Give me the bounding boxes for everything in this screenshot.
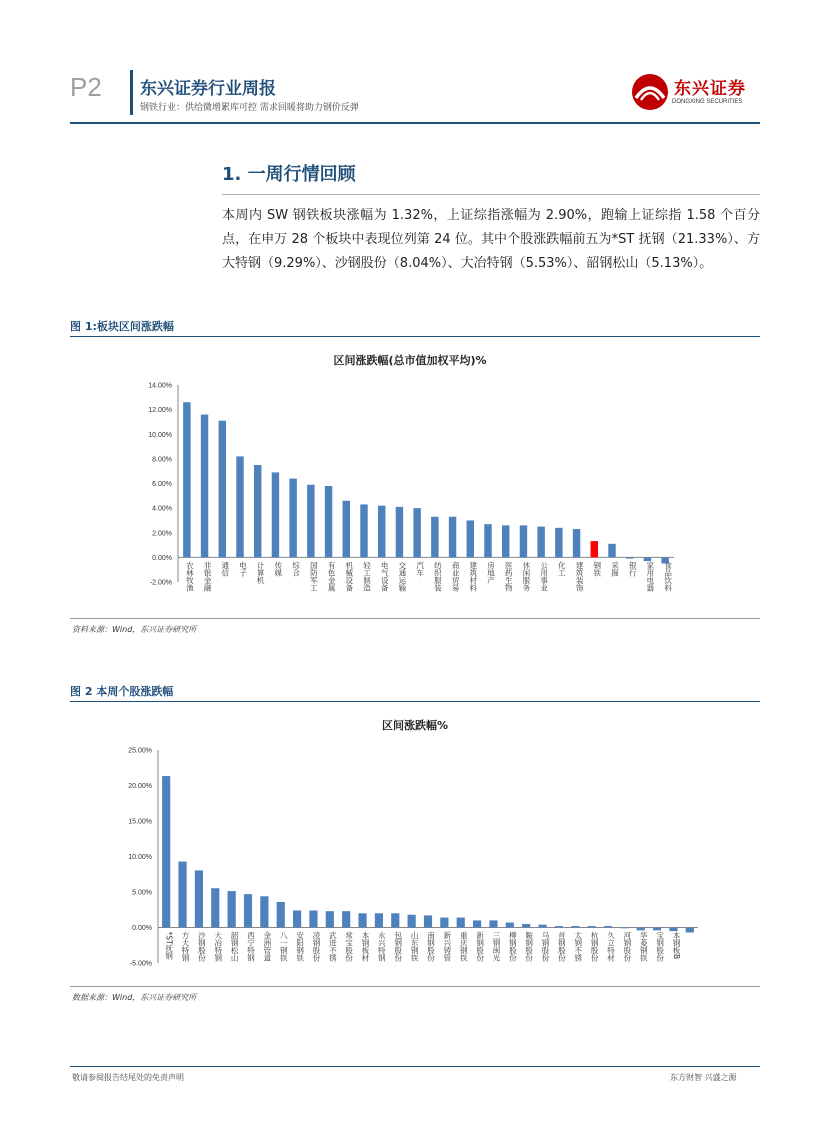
bar (236, 456, 243, 557)
bar (195, 870, 203, 927)
y-tick-label: 14.00% (148, 382, 172, 390)
category-label: 公用事业 (539, 561, 549, 592)
bar (396, 507, 403, 557)
bar (591, 541, 598, 557)
y-tick-label: 4.00% (152, 505, 172, 513)
bar (431, 517, 438, 558)
bar (228, 891, 236, 927)
bar (326, 911, 334, 927)
bar (272, 472, 279, 557)
bar (424, 915, 432, 927)
y-tick-label: -2.00% (149, 579, 172, 587)
bar (408, 915, 416, 928)
bar (653, 928, 661, 931)
category-label: *ST抚钢 (164, 931, 174, 960)
bar (538, 925, 546, 928)
y-tick-label: 2.00% (152, 530, 172, 538)
y-tick-label: 25.00% (128, 747, 152, 755)
category-label: 食品饮料 (663, 561, 673, 592)
bar (325, 486, 332, 557)
bar (573, 529, 580, 557)
y-tick-label: 15.00% (128, 818, 152, 826)
bar (489, 920, 497, 927)
bar (201, 415, 208, 558)
category-label: 马钢股份 (541, 931, 551, 962)
bar (522, 924, 530, 928)
category-label: 银行 (628, 561, 638, 577)
category-label: 电气设备 (380, 561, 390, 592)
category-label: 家用电器 (645, 561, 655, 592)
report-title: 东兴证券行业周报 (140, 79, 276, 99)
chart1 (70, 340, 760, 618)
category-label: 通信 (220, 561, 230, 577)
category-label: 新钢股份 (475, 931, 485, 962)
category-label: 方大特钢 (181, 931, 191, 962)
bar (520, 525, 527, 557)
bar (620, 928, 628, 929)
page-number: P2 (70, 72, 102, 102)
category-label: 房地产 (486, 561, 496, 584)
figure2-top-rule (70, 701, 760, 702)
footer-disclaimer: 敬请参阅报告结尾处的免责声明 (72, 1073, 184, 1082)
bar (555, 528, 562, 558)
summary-paragraph: 本周内 SW 钢铁板块涨幅为 1.32%，上证综指涨幅为 2.90%，跑输上证综指 1.58 个百分点，在申万 28 个板块中表现位列第 24 位。其中个股涨跌幅前五为*ST 抚钢（21.33%）、方大特钢（9.29%）、沙钢股份（8.04%）、大冶特钢（5.53%）、韶钢松山（5.13%）。 (222, 208, 760, 271)
category-label: 医药生物 (504, 561, 514, 592)
bar (343, 501, 350, 558)
category-label: 永兴特钢 (377, 931, 387, 962)
category-label: 交通运输 (397, 561, 407, 592)
category-label: 杭钢股份 (590, 931, 600, 962)
category-label: 新兴铸管 (442, 931, 452, 962)
category-label: 本钢板材 (361, 931, 371, 962)
bar (506, 923, 514, 928)
bar (307, 485, 314, 558)
bar (473, 920, 481, 927)
y-tick-label: 5.00% (132, 889, 152, 897)
bar (391, 913, 399, 927)
y-tick-label: 12.00% (148, 407, 172, 415)
bar (449, 517, 456, 558)
bar (260, 896, 268, 927)
category-label: 机械设备 (344, 561, 354, 592)
bar (537, 527, 544, 558)
y-tick-label: 10.00% (128, 854, 152, 861)
y-tick-label: 8.00% (152, 456, 172, 464)
logo-mark-icon (630, 72, 670, 112)
figure2-source: 数据来源：Wind，东兴证券研究所 (72, 993, 197, 1002)
bar (244, 894, 252, 927)
category-label: 八一钢铁 (279, 931, 289, 962)
figure2-bottom-rule (70, 986, 760, 987)
category-label: 常宝股份 (344, 931, 354, 962)
category-label: 重庆钢铁 (459, 931, 469, 962)
bar (637, 928, 645, 931)
bar (686, 928, 694, 933)
bar (626, 557, 633, 558)
bar (457, 918, 465, 928)
category-label: 久立特材 (606, 931, 616, 962)
category-label: 传媒 (273, 561, 283, 577)
category-label: 国防军工 (309, 561, 319, 592)
bar (502, 525, 509, 557)
bar (358, 913, 366, 927)
category-label: 轻工制造 (362, 561, 372, 592)
category-label: 计算机 (256, 561, 266, 584)
category-label: 华菱钢铁 (639, 931, 649, 962)
figure1-label: 图 1:板块区间涨跌幅 (70, 320, 174, 333)
logo-english: DONGXING SECURITIES (672, 99, 743, 105)
bar (467, 520, 474, 557)
category-label: 汽车 (415, 561, 425, 577)
bar (211, 888, 219, 927)
bar (608, 544, 615, 558)
category-label: 金洲管道 (262, 931, 272, 962)
report-subtitle: 钢铁行业：供给微增累库可控 需求回暖将助力钢价反弹 (140, 103, 359, 113)
bar (309, 910, 317, 927)
bar (219, 421, 226, 558)
footer-slogan: 东方财智 兴盛之源 (670, 1073, 737, 1082)
category-label: 电子 (238, 561, 248, 577)
category-label: 鞍钢股份 (524, 931, 534, 962)
bar (254, 465, 261, 557)
category-label: 大冶特钢 (213, 931, 223, 962)
chart-title: 区间涨跌幅% (381, 719, 449, 732)
figure1-source: 资料来源：Wind，东兴证券研究所 (72, 625, 197, 634)
category-label: 采掘 (610, 561, 620, 577)
category-label: 武进不锈 (328, 931, 338, 962)
bar (162, 776, 170, 927)
category-label: 太钢不锈 (573, 931, 583, 962)
category-label: 包钢股份 (393, 931, 403, 962)
category-label: 化工 (557, 561, 567, 577)
bar (178, 862, 186, 928)
bar (604, 926, 612, 927)
chart-title: 区间涨跌幅(总市值加权平均)% (333, 354, 487, 367)
y-tick-label: 0.00% (132, 925, 152, 932)
category-label: 首钢股份 (557, 931, 567, 962)
figure2-label: 图 2 本周个股涨跌幅 (70, 685, 174, 698)
category-label: 南钢股份 (426, 931, 436, 962)
y-tick-label: 0.00% (152, 554, 172, 562)
category-label: 凌钢股份 (311, 931, 321, 962)
category-label: 柳钢股份 (508, 931, 518, 962)
category-label: 钢铁 (592, 561, 602, 577)
category-label: 宝钢股份 (655, 931, 665, 962)
category-label: 非银金融 (203, 561, 213, 592)
category-label: 休闲服务 (521, 561, 531, 592)
category-label: 三钢闽光 (491, 931, 501, 962)
category-label: 有色金属 (327, 561, 337, 592)
chart2 (70, 705, 760, 985)
bar (293, 910, 301, 927)
bar (588, 926, 596, 927)
figure1-bottom-rule (70, 618, 760, 619)
bar (360, 504, 367, 557)
category-label: 纺织服装 (433, 561, 443, 592)
logo-text: 东兴证券 (674, 79, 746, 99)
header-accent-bar (130, 70, 133, 115)
category-label: 建筑材料 (468, 561, 478, 592)
category-label: 沙钢股份 (197, 931, 207, 962)
bar (375, 913, 383, 927)
category-label: 西宁特钢 (246, 931, 256, 962)
bar (413, 508, 420, 557)
bar (277, 902, 285, 928)
y-tick-label: -5.00% (129, 960, 152, 968)
category-label: 河钢股份 (622, 931, 632, 962)
header-divider (70, 122, 760, 124)
y-tick-label: 6.00% (152, 481, 172, 488)
category-label: 综合 (291, 561, 301, 577)
bar (555, 926, 563, 927)
bar (183, 402, 190, 557)
bar (440, 918, 448, 928)
bar (378, 506, 385, 558)
figure1-top-rule (70, 336, 760, 337)
bar (484, 524, 491, 557)
category-label: 山东钢铁 (410, 931, 420, 962)
bar (571, 926, 579, 927)
footer-divider (70, 1066, 760, 1067)
category-label: 建筑装饰 (575, 561, 585, 592)
category-label: 农林牧渔 (185, 561, 195, 592)
category-label: 商业贸易 (451, 561, 461, 592)
y-tick-label: 20.00% (128, 783, 152, 790)
company-logo (630, 70, 760, 115)
section-title: 1. 一周行情回顾 (222, 164, 356, 185)
bar (342, 911, 350, 927)
section-divider (222, 194, 760, 195)
bar (289, 479, 296, 558)
y-tick-label: 10.00% (148, 431, 172, 439)
category-label: 本钢板B (671, 931, 681, 960)
category-label: 韶钢松山 (230, 931, 240, 962)
category-label: 安阳钢铁 (295, 931, 305, 962)
